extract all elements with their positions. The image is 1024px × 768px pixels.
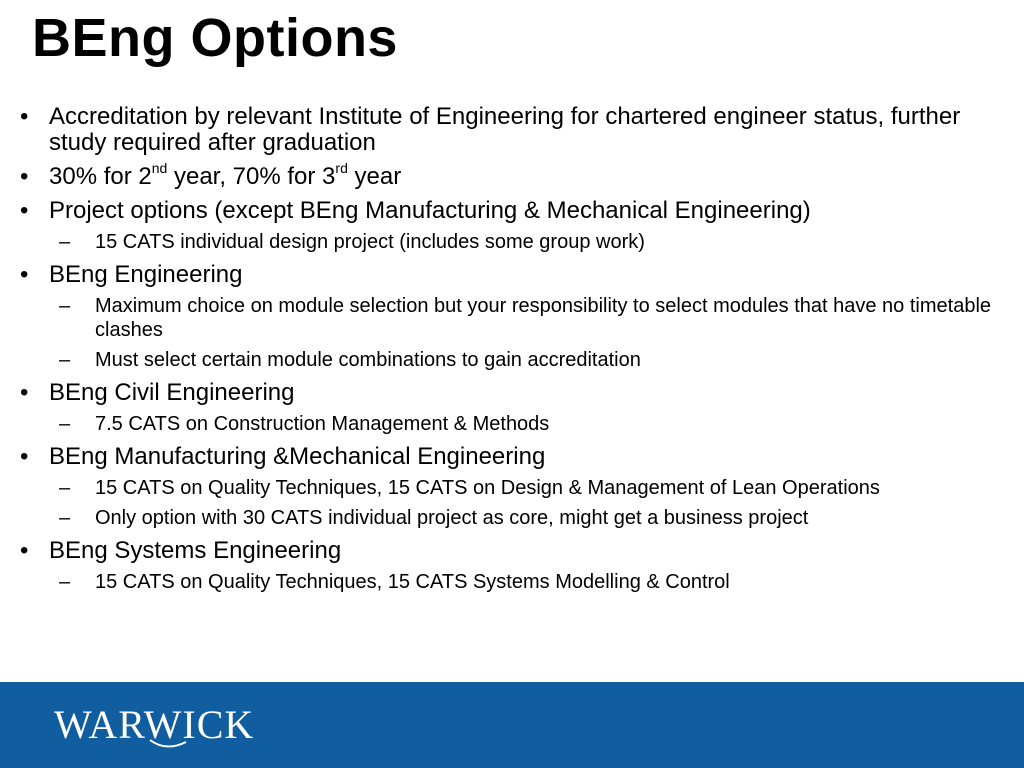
sub-bullet-marker: – [59,507,71,529]
bullet-text: BEng Systems Engineering [49,537,342,564]
bullet-text: BEng Engineering [49,261,243,288]
weighting-text-b: year, 70% for 3 [167,163,336,190]
slide-title: BEng Options [32,8,398,68]
sub-bullet-design-project [0,230,1010,254]
bullet-marker: • [20,197,29,224]
sub-bullet-text: Maximum choice on module selection but your responsibility to select modules that have no timetable clashes [95,295,992,341]
bullet-accreditation [0,104,1010,156]
bullet-marker: • [20,163,29,190]
bullet-text: BEng Manufacturing &Mechanical Engineering [49,443,546,470]
sub-bullet-marker: – [59,477,71,499]
weighting-text-c: year [347,163,402,190]
bullet-text: Accreditation by relevant Institute of Engineering for chartered engineer status, further study required after graduation [49,103,961,156]
sub-bullet-individual-project [0,506,1010,530]
sub-bullet-systems-modelling [0,570,1010,594]
bullet-systems-engineering [0,538,1010,564]
sub-bullet-module-combinations [0,348,1010,372]
weighting-text-a: 30% for 2 [49,163,152,190]
bullet-text: BEng Civil Engineering [49,379,295,406]
bullet-marker: • [20,537,29,564]
superscript-rd: rd [335,160,348,176]
bullet-civil-engineering [0,380,1010,406]
sub-bullet-quality-lean [0,476,1010,500]
sub-bullet-text: 15 CATS individual design project (includes some group work) [95,231,645,253]
bullet-text: Project options (except BEng Manufacturing & Mechanical Engineering) [49,197,811,224]
bullet-weighting [0,160,1010,190]
bullet-marker: • [20,379,29,406]
bullet-list [0,104,1010,594]
sub-bullet-marker: – [59,295,71,317]
bullet-beng-engineering [0,262,1010,288]
footer-bar [0,682,1024,768]
warwick-logo [54,702,284,750]
sub-bullet-marker: – [59,413,71,435]
bullet-project-options [0,198,1010,224]
sub-bullet-marker: – [59,231,71,253]
sub-bullet-text: 7.5 CATS on Construction Management & Methods [95,413,550,435]
sub-bullet-text: 15 CATS on Quality Techniques, 15 CATS on Design & Management of Lean Operations [95,477,880,499]
sub-bullet-text: 15 CATS on Quality Techniques, 15 CATS Systems Modelling & Control [95,571,730,593]
bullet-marker: • [20,261,29,288]
sub-bullet-module-choice [0,294,1010,342]
bullet-marker: • [20,443,29,470]
bullet-manufacturing-mechanical [0,444,1010,470]
sub-bullet-marker: – [59,349,71,371]
sub-bullet-marker: – [59,571,71,593]
sub-bullet-text: Only option with 30 CATS individual project as core, might get a business project [95,507,809,529]
sub-bullet-construction-management [0,412,1010,436]
superscript-nd: nd [151,160,168,176]
bullet-marker: • [20,103,29,130]
logo-text: WARWICK [54,702,255,747]
sub-bullet-text: Must select certain module combinations to gain accreditation [95,349,641,371]
